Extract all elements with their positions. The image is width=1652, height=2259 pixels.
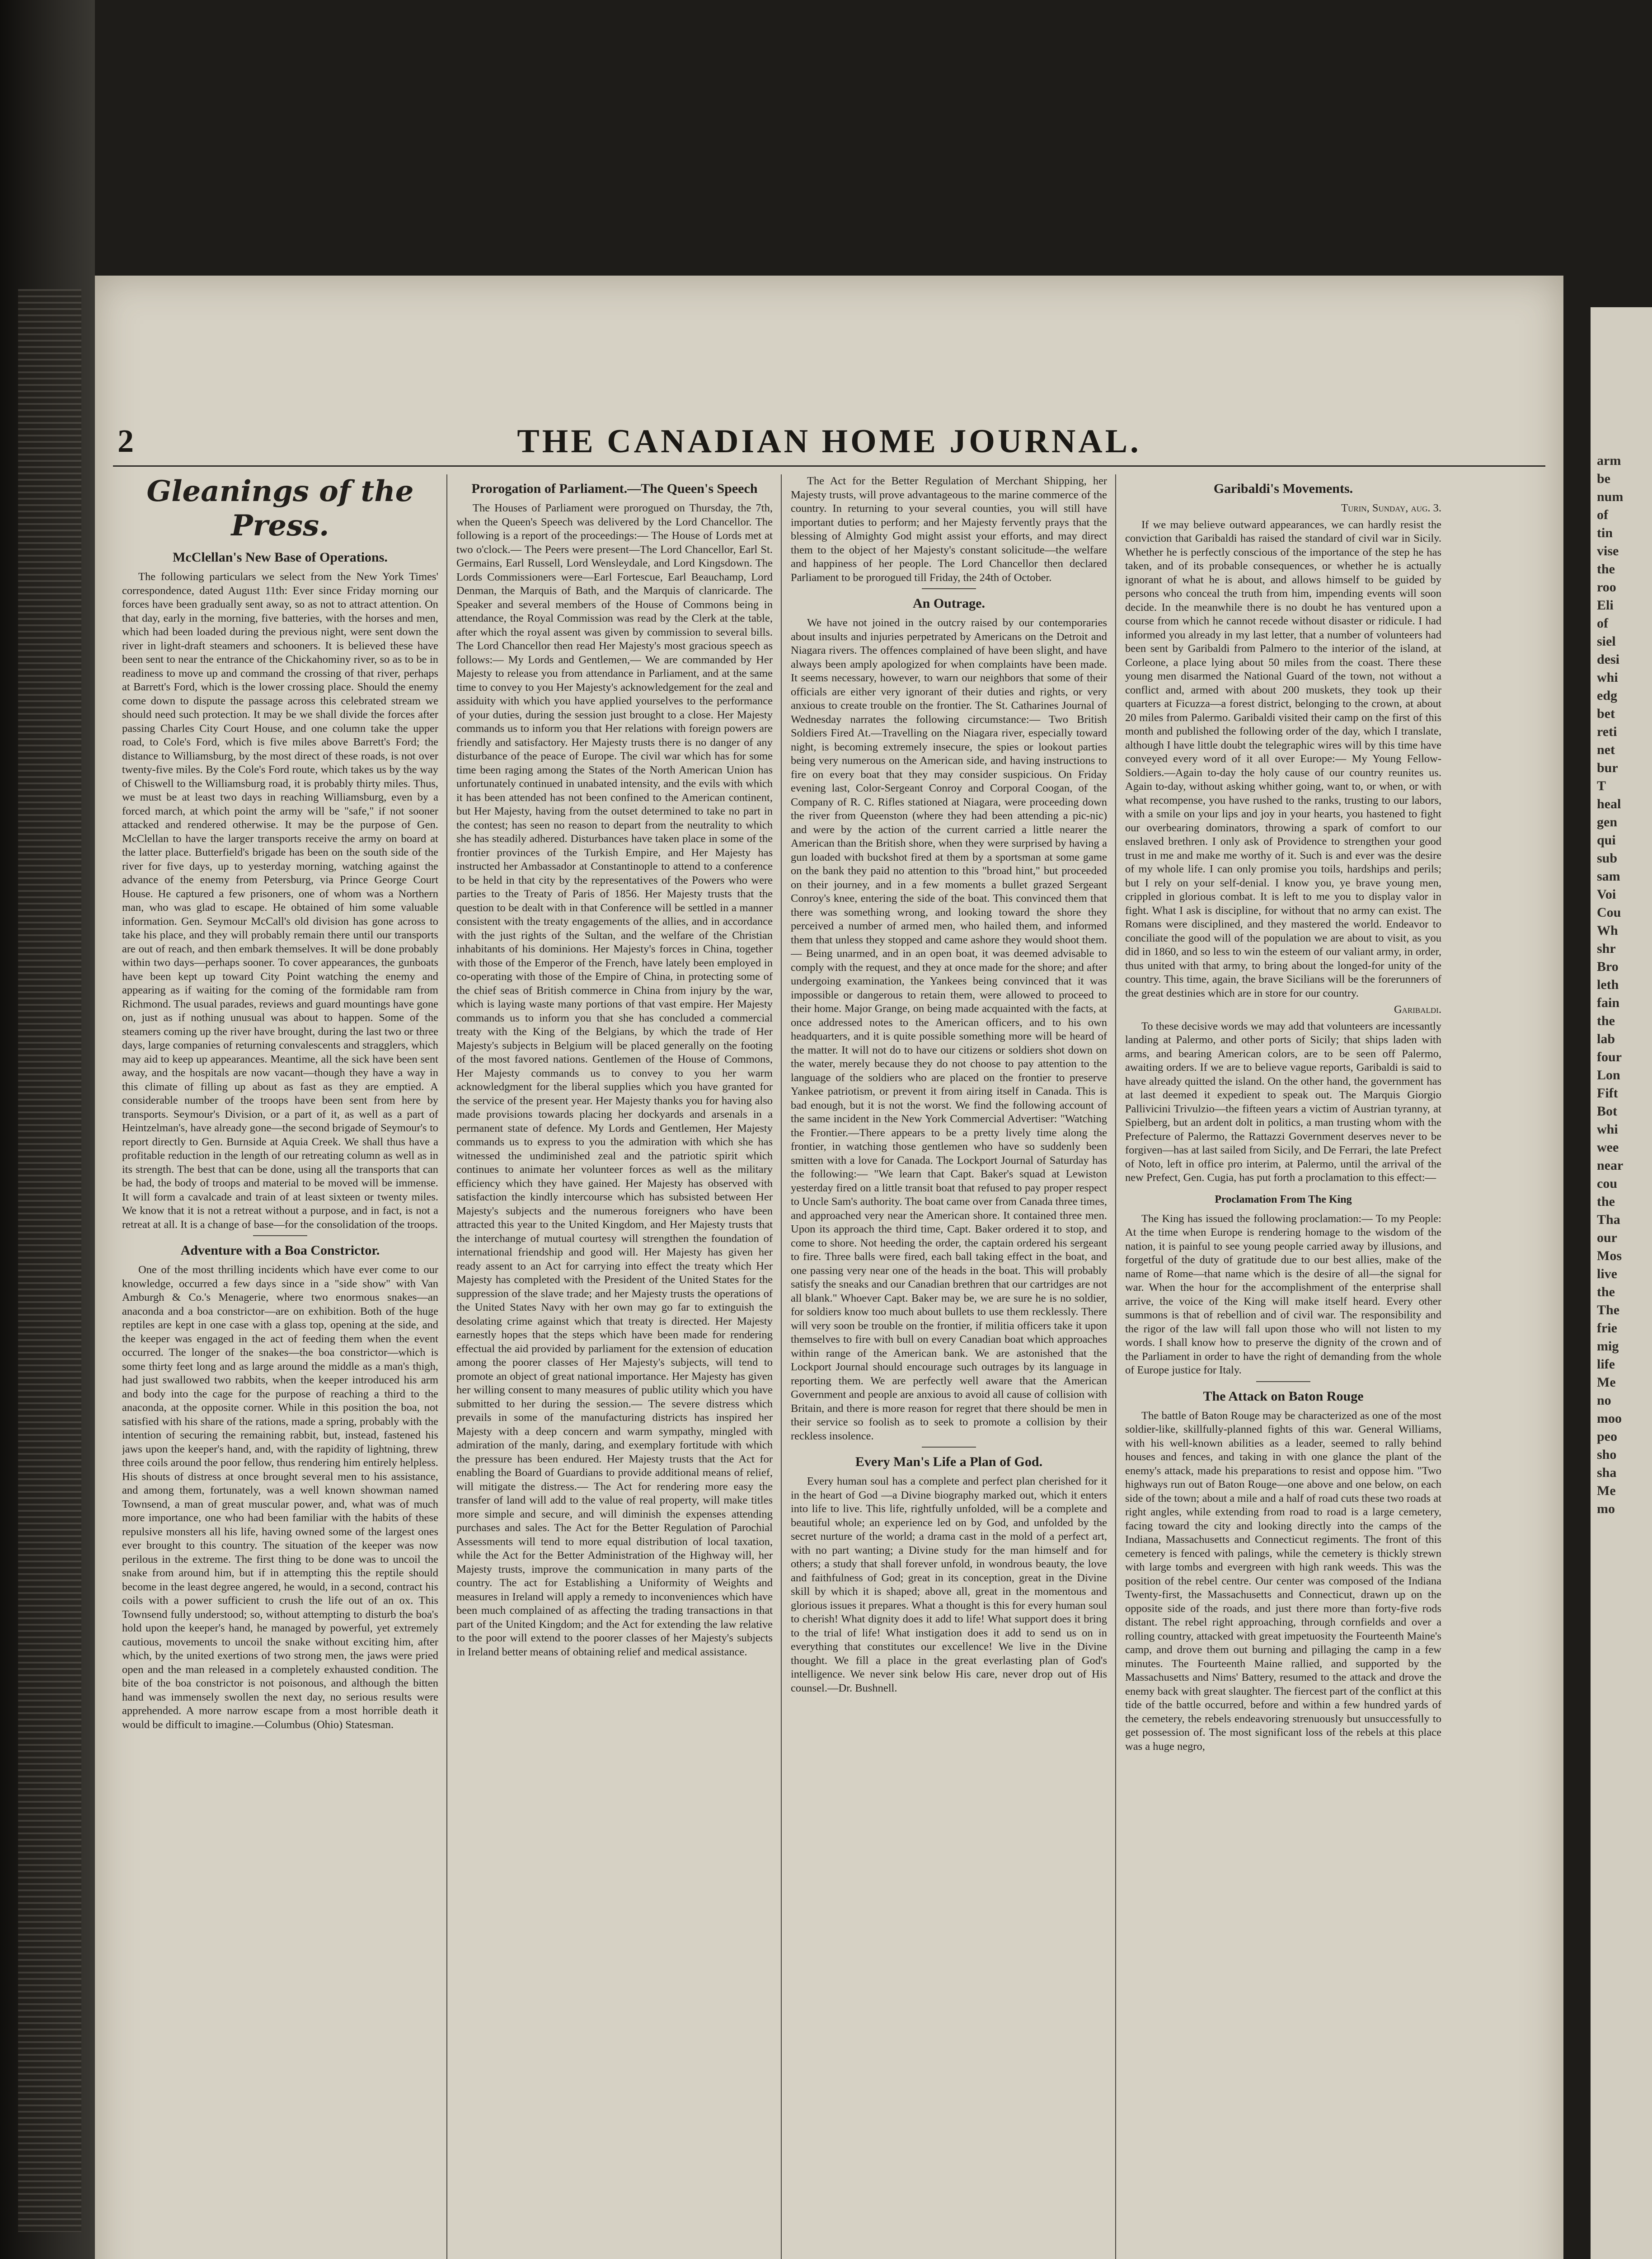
journal-title: THE CANADIAN HOME JOURNAL. [517, 423, 1141, 460]
masthead-rule [113, 465, 1545, 467]
column-2 [456, 474, 773, 2259]
article-body: If we may believe outward appearances, we can hardly resist the conviction that Garibaldi has raised the standard of civil war in Sicily. Whether he is perfectly conscious of the importance of the step he has taken, and of its probable consequences, or whether he is actually ignorant of what he is about, and allows himself to be guided by persons who conceal the truth from him, impending events will soon decide. In the meanwhile there is no doubt he has ventured upon a course from which he cannot recede without disaster or ridicule. I had informed you already in my last letter, that a number of volunteers had been sent by Garibaldi from Palmero to the interior of the island, at Corleone, a place lying about 50 miles from the coast. There these young men disarmed the National Guard of the town, not without a conflict and, armed with about 200 muskets, they took up their quarters at Ficuzza—a forest district, belonging to the crown, at about 20 miles from Palermo. Garibaldi visited their camp on the first of this month and published the following order of the day, which I translate, although I have little doubt the telegraphic wires will by this time have conveyed every word of it all over Europe:— My Young Fellow-Soldiers.—Again to-day the holy cause of our country reunites us. Again to-day, without asking whither going, want to, or when, or with what recompense, you have rushed to the ranks, trusting to our labors, with a smile on your lips and joy in your hearts, you hastened to fight our overbearing dominators, throwing a spark of comfort to our enslaved brethren. I only ask of Providence to strengthen your good trust in me and make me worthy of it. Such is and ever was the desire of my whole life. I can only promise you toils, hardships and perils; but I rely on your self-denial. I know you, ye brave young men, crippled in glorious combat. It is left to me you to display valor in fight. What I ask is discipline, for without that no army can exist. The Romans were disciplined, and they mastered the world. Endeavor to conciliate the good will of the population we are about to visit, as you did in 1860, and so less to win the esteem of our valiant army, in order, thus united with that army, to bring about the longed-for unity of the country. This time, again, the brave Sicilians will be the forerunners of the great destinies which are in store for our country. [1125, 518, 1441, 999]
proclamation-heading: Proclamation From The King [1215, 1193, 1352, 1205]
divider [922, 1447, 976, 1448]
article-heading: Garibaldi's Movements. [1213, 481, 1353, 496]
column-1 [122, 474, 438, 2259]
book-binding [0, 0, 95, 2259]
masthead [95, 422, 1563, 463]
column-rule [781, 474, 782, 2259]
divider [1256, 1381, 1310, 1382]
article-heading: Every Man's Life a Plan of God. [855, 1454, 1043, 1469]
divider [922, 588, 976, 589]
scan-ruler [18, 289, 81, 2232]
article-heading: An Outrage. [913, 596, 985, 611]
section-title: Gleanings of the Press. [146, 474, 414, 543]
article-body: The King has issued the following proclamation:— To my People: At the time when Europe is rendering homage to the wisdom of the nation, it is painful to see young people carried away by illusions, and forgetful of the duty of gratitude due to our best allies, make of the name of Rome—that name which is the desire of all—the signal for war. When the hour for the accomplishment of the enterprise shall arrive, the voice of the King will make itself heard. Every other summons is that of rebellion and of civil war. The responsibility and the rigor of the law will fall upon those who will not listen to my words. I shall know how to preserve the dignity of the crown and of the Parliament in order to have the right of demanding from the whole of Europe justice for Italy. [1125, 1212, 1441, 1376]
column-4 [1125, 474, 1441, 2259]
article-body: The following particulars we select from the New York Times' correspondence, dated August 11th: Ever since Friday morning our forces have been gradually sent away, so as not to attract attention. On that day, early in the morning, five batteries, with the horses and men, which had been loaded during the previous night, were sent down the river in light-draft steamers and schooners. It is believed these have been sent to near the entrance of the Chickahominy river, so as to be in readiness to move up and command the crossing of that river, perhaps at Barrett's Ford, which is the lower crossing place. Should the enemy come down to dispute the passage across this celebrated stream we should need such protection. It may be we shall divide the forces after passing Charles City Court House, and one column take the upper road, to Cole's Ford, which is five miles above Barrett's Ford; the distance to Williamsburg, by the most direct of these roads, is not over twenty-five miles. By the Cole's Ford route, which takes us by the way of Chiswell to the Williamsburg road, it is probably thirty miles. Thus, we must be at least two days in reaching Williamsburg, even by a forced march, at which point the army will be "safe," if not sooner attacked and rendered otherwise. It may be the purpose of Gen. McClellan to have the larger transports receive the army on board at the latter place. Butterfield's brigade has been on the south side of the river for five days, up to yesterday morning, watching against the advance of the enemy from Petersburg, via Prince George Court House. He captured a few prisoners, one of whom was a Northern man, who was glad to escape. He obtained of him some valuable information. Gen. Seymour McCall's old division has gone across to take his place, and they will probably remain there until our transports are out of reach, and then embark themselves. It will be done probably within two days—perhaps sooner. To cover appearances, the gunboats have been kept up toward City Point watching the enemy and appearing as if waiting for the coming of the formidable ram from Richmond. The usual parades, reviews and guard mountings have gone on, just as if nothing unusual was about to happen. Some of the steamers coming up the river have brought, during the last two or three days, large companies of returning convalescents and stragglers, which may aid to keep up appearances. Meantime, all the sick have been sent away, and the hospitals are now vacant—though they have a way in this climate of filling up about as fast as they are emptied. A considerable number of the troops have been sent from here by transports. Seymour's Division, or a part of it, as well as a part of Heintzelman's, have already gone—the second brigade of Seymour's to report directly to Gen. Burnside at Aquia Creek. We shall thus have a profitable reduction in the length of our retreating column as well as in its strength. The best that can be done, using all the transports that can be had, the body of troops and material to be moved will be immense. It will form a cavalcade and train of at least sixteen or twenty miles. We know that it is not a retreat without a purpose, and in fact, is not a retreat at all. It is a change of base—for the consolidation of the troops. [122, 571, 438, 1231]
column-rule [446, 474, 447, 2259]
article-body: We have not joined in the outcry raised by our contemporaries about insults and injuries perpetrated by Americans on the Detroit and Niagara rivers. The offences complained of have been slight, and have always been amply apologized for when complaints have been made. It seems necessary, however, to warn our neighbors that some of their officials are either very ignorant of their duties and rights, or very anxious to create trouble on the frontier. The St. Catharines Journal of Wednesday narrates the following circumstance:— Two British Soldiers Fired At.—Travelling on the Niagara river, especially toward night, is becoming extremely insecure, the spies or lookout parties being very numerous on the American side, and having instructions to fire on every boat that they may consider suspicious. On Friday evening last, Color-Sergeant Conroy and Corporal Coogan, of the Company of R. C. Rifles stationed at Niagara, were proceeding down the river from Queenston (where they had been attending a pic-nic) and were by the action of the current carried a little nearer the American than the British shore, when they were surprised by having a gun loaded with buckshot fired at them by a sportsman at some game on the bank they paid no attention to this "broad hint," but proceeded on their journey, and in a few moments a bullet grazed Sergeant Conroy's knee, entering the side of the boat. This convinced them that there was something wrong, and looking toward the shore they perceived a number of armed men, who hailed them, and informed them that unless they stopped and came ashore they would shoot them.— Being unarmed, and in an open boat, it was deemed advisable to comply with the request, and they at once made for the shore; and after undergoing examination, the Yankees being convinced that it was impossible or dangerous to retain them, were allowed to proceed to their home. Major Grange, on being made acquainted with the facts, at once addressed notes to the American officers, and to his own headquarters, and it is quite possible something more will be heard of the matter. It will not do to have our citizens or soldiers shot down on the water, merely because they do not choose to pay attention to the language of the soldiers who are placed on the frontier to preserve Yankee patriotism, or prevent it from airing itself in Canada. This is bad enough, but it is not the worst. We find the following account of the same incident in the New York Commercial Advertiser: "Watching the Frontier.—There appears to be a pretty lively time along the frontier, in watching those gentlemen who have so suddenly been smitten with a love for Canada. The Lockport Journal of Saturday has the following:— "We learn that Capt. Baker's squad at Lewiston yesterday fired on a little transit boat that refused to pay proper respect to Uncle Sam's authority. The boat came over from Canada three times, and approached very near the American shore. It contained three men. Upon its approach the third time, Capt. Baker ordered it to stop, and come to shore. Not heeding the order, the captain ordered his sergeant to fire. Three balls were fired, each ball taking effect in the boat, and one passing very near one of the heads in the boat. This will probably satisfy the sneaks and our Canadian brethren that our cartridges are not all blank." Whoever Capt. Baker may be, we are sure he is no soldier, for soldiers know too much about bullets to use them recklessly. There will very soon be trouble on the frontier, if militia officers take it upon themselves to fire with bull on every Canadian boat which approaches within range of the American bank. We are astonished that the Lockport Journal should encourage such outrages by its language in reporting them. We are perfectly well aware that the American Government and people are anxious to avoid all cause of collision with Britain, and there is more reason for regret that there should be men in their service so foolish as to seek to promote a collision by their reckless insolence. [791, 617, 1107, 1442]
dateline: Turin, Sunday, aug. 3. [1341, 502, 1441, 514]
article-heading: McClellan's New Base of Operations. [173, 550, 388, 565]
article-body: The Houses of Parliament were prorogued on Thursday, the 7th, when the Queen's Speech was delivered by the Lord Chancellor. The following is a report of the proceedings:— The House of Lords met at two o'clock.— The Peers were present—The Lord Chancellor, Earl St. Germains, Earl Russell, Lord Wensleydale, and Lord Kingsdown. The Lords Commissioners were—Earl Fortescue, Earl Beauchamp, Lord Denman, the Marquis of Bath, and the Marquis of clanricarde. The Speaker and several members of the House of Commons being in attendance, the Royal Commission was read by the Clerk at the table, after which the royal assent was given by commission to several bills. The Lord Chancellor then read Her Majesty's most gracious speech as follows:— My Lords and Gentlemen,— We are commanded by Her Majesty to release you from attendance in Parliament, and at the same time to convey to you Her Majesty's acknowledgement for the zeal and assiduity with which you have applied yourselves to the performance of your duties, during the session just brought to a close. Her Majesty commands us to inform you that Her relations with foreign powers are friendly and satisfactory. Her Majesty trusts there is no danger of any disturbance of the peace of Europe. The civil war which has for some time been raging among the States of the North American Union has unfortunately continued in unabated intensity, and the evils with which it has been attended has not been confined to the American continent, but Her Majesty, having from the outset determined to take no part in the contest; has seen no reason to depart from the neutrality to which she has steadily adhered. Disturbances have taken place in some of the frontier provinces of the Turkish Empire, and Her Majesty has instructed her Ambassador at Constantinople to attend to a conference to be held in that city by the representatives of the Powers who were parties to the Treaty of Paris of 1856. Her Majesty trusts that the question to be dealt with in that Conference will be settled in a manner consistent with the treaty engagements of the allies, and in accordance with the just rights of the Sultan, and the welfare of the Christian inhabitants of his dominions. Her Majesty's forces in China, together with those of the Emperor of the French, have lately been employed in co-operating with those of the Empire of China, in protecting some of the chief seas of British commerce in China from injury by the war, which is laying waste many portions of that vast empire. Her Majesty commands us to inform you that she has concluded a commercial treaty with the King of the Belgians, by which the trade of Her Majesty's subjects in Belgium will be placed generally on the footing of the most favored nations. Gentlemen of the House of Commons, Her Majesty commands us to convey to you her warm acknowledgment for the liberal supplies which you have granted for the service of the present year. Her Majesty thanks you for having also made provisions towards placing her dockyards and arsenals in a permanent state of defence. My Lords and Gentlemen, Her Majesty commands us to express to you the admiration with which she has witnessed the undiminished zeal and the patriotic spirit which continues to animate her volunteer forces as well as the military efficiency which they have gained. Her Majesty has observed with satisfaction the kindly intercourse which has subsisted between Her Majesty's subjects and the numerous foreigners who have been attracted this year to the United Kingdom, and Her Majesty trusts that the interchange of mutual courtesy will strengthen the foundation of international friendship and good will. Her Majesty has given her ready assent to an Act for carrying into effect the treaty which Her Majesty has completed with the President of the United States for the suppression of the slave trade; and her Majesty trusts the operations of the United States Navy with her own may go far to extinguish the desolating crime against which that treaty is directed. Her Majesty earnestly hopes that the steps which have been made for rendering effectual the aid provided by parliament for the extension of education among the poorer classes of Her Majesty's subjects, will tend to promote an object of great national importance. Her Majesty has given her willing consent to many measures of public utility which you have submitted to her during the session.— The severe distress which prevails in some of the manufacturing districts has inspired her Majesty with a deep concern and warm sympathy, mingled with admiration of the manly, daring, and exemplary fortitude with which the pressure has been endured. Her Majesty trusts that the Act for enabling the Board of Guardians to provide additional means of relief, will mitigate the distress.— The Act for rendering more easy the transfer of land will add to the value of real property, will make titles more simple and secure, and will diminish the expenses attending purchases and sales. The Act for the Better Regulation of Parochial Assessments will tend to more equal distribution of local taxation, while the Act for the Better Administration of the Highway will, her Majesty trusts, improve the communication in many parts of the country. The act for Establishing a Uniformity of Weights and measures in Ireland will apply a remedy to inconveniences which have been much complained of as affecting the trading transactions in that part of the United Kingdom; and the Act for extending the law relative to the poor will extend to the poorer classes of her Majesty's subjects in Ireland better means of obtaining relief and medical assistance. [456, 502, 773, 1658]
article-heading: The Attack on Baton Rouge [1203, 1388, 1364, 1404]
article-body: Every human soul has a complete and perfect plan cherished for it in the heart of God —a Divine biography marked out, which it enters into life to live. This life, rightfully unfolded, will be a complete and beautiful whole; an experience led on by God, and unfolded by the secret nurture of the world; a drama cast in the mold of a perfect art, with no part wanting; a Divine study for the man himself and for others; a study that shall forever unfold, in wondrous beauty, the love and faithfulness of God; great in its conception, great in the Divine skill by which it is shaped; above all, great in the momentous and glorious issues it prepares. What a thought is this for every human soul to cherish! What dignity does it add to life! What support does it bring to the trial of life! What instigation does it add to send us on in everything that constitutes our excellence! We live in the Divine thought. We fill a place in the great everlasting plan of God's intelligence. We never sink below His care, never drop out of His counsel.—Dr. Bushnell. [791, 1475, 1107, 1694]
article-body: One of the most thrilling incidents which have ever come to our knowledge, occurred a few days since in a "side show" with Van Amburgh & Co.'s Menagerie, where two enormous snakes—an anaconda and a boa constrictor—are on exhibition. Both of the huge reptiles are kept in one case with a glass top, opening at the side, and the keeper was engaged in the act of feeding them when the event occurred. The longer of the snakes—the boa constrictor—which is some thirty feet long and as large around the middle as a man's thigh, had just swallowed two rabbits, when the keeper introduced his arm and body into the cage for the purpose of reaching a third to the anaconda, at the opposite corner. While in this position the boa, not satisfied with his share of the rations, made a spring, probably with the intention of securing the remaining rabbit, but, instead, fastened his jaws upon the keeper's hand, and, with the rapidity of lightning, threw three coils around the poor fellow, thus rendering him entirely helpless. His shouts of distress at once brought several men to his assistance, and among them, fortunately, was a well known showman named Townsend, a man of great muscular power, and, what was of much more importance, one who had been familiar with the habits of these repulsive monsters all his life, having owned some of the largest ones ever brought to this country. The situation of the keeper was now perilous in the extreme. The first thing to be done was to uncoil the snake from around him, but if in attempting this the reptile should become in the least degree angered, he would, in a second, contract his coils with a power sufficient to crush the life out of an ox. This Townsend fully understood; so, without attempting to disturb the boa's hold upon the keeper's hand, he managed by powerful, yet extremely cautious, movements to uncoil the snake without exciting him, after which, by the united exertions of two strong men, the jaws were pried open and the man released in a completely exhausted condition. The bite of the boa constrictor is not poisonous, and although the bitten hand was immensely swollen the next day, no serious results were apprehended. A more narrow escape from a most horrible death it would be difficult to imagine.—Columbus (Ohio) Statesman. [122, 1264, 438, 1731]
signature: Garibaldi. [1394, 1003, 1441, 1016]
page-number: 2 [117, 423, 134, 459]
facing-page-text: arm be num of tin vise the roo Eli of siel desi whi edg bet reti net bur T heal gen qui sub sam Voi Cou Wh shr Bro leth fain the lab four Lon Fift Bot whi wee near cou the Tha our Mos live the The frie mig life Me no moo peo sho sha Me mo [1597, 453, 1624, 1516]
column-3 [791, 474, 1107, 2259]
article-body: The Act for the Better Regulation of Merchant Shipping, her Majesty trusts, will prove advantageous to the marine commerce of the country. In returning to your several counties, you will still have important duties to perform; and her Majesty fervently prays that the blessing of Almighty God might assist your efforts, and may direct them to the object of her Majesty's constant solicitude—the welfare and happiness of her people. The Lord Chancellor then declared Parliament to be prorogued till Friday, the 24th of October. [791, 475, 1107, 584]
column-rule [1115, 474, 1116, 2259]
article-body: The battle of Baton Rouge may be characterized as one of the most soldier-like, skillfully-planned fights of this war. General Williams, with his well-known abilities as a leader, seemed to rally behind houses and fences, and taking in with one glance the plant of the enemy's attack, made his preparations to resist and oppose him. "Two highways run out of Baton Rouge—one above and one below, on each side of the town; about a mile and a half of road cuts these two roads at right angles, while extending from road to road is a large cemetery, facing toward the city and looking directly into the camps of the Indiana, Massachusetts and Connecticut regiments. The front of this cemetery is fenced with palings, while the cemetery is thickly strewn with large tombs and evergreen with high rank weeds. This was the position of the rebel centre. Our center was composed of the Indiana Twenty-first, the Massachusetts and Connecticut, drawn up on the opposite side of the roads, and just there more than forty-five rods distant. The rebel right approaching, through cornfields and over a rolling country, attacked with great impetuosity the Fourteenth Maine's camp, and drove them out burning and pillaging the camp in a few minutes. The Fourteenth Maine rallied, and supported by the Massachusetts and Nims' Battery, resumed to the attack and drove the enemy back with great slaughter. The fiercest part of the conflict at this tide of the battle occurred, before and within a few hundred yards of the cemetery, the rebels endeavoring strenuously but unsuccessfully to get possession of. The most significant loss of the rebels at this place was a huge negro, [1125, 1409, 1441, 1753]
article-heading: Prorogation of Parliament.—The Queen's Speech [471, 481, 758, 496]
article-heading: Adventure with a Boa Constrictor. [180, 1243, 380, 1258]
newspaper-page [95, 276, 1563, 2259]
facing-page-edge [1591, 307, 1652, 2259]
divider [253, 1235, 307, 1236]
article-body: To these decisive words we may add that volunteers are incessantly landing at Palermo, and other ports of Sicily; that ships laden with arms, and bearing American colors, are to be seen off Palermo, awaiting orders. If we are to believe vague reports, Garibaldi is said to have already quitted the island. On the other hand, the government has at last deemed it expedient to speak out. The Marquis Giorgio Pallivicini Trivulzio—the fifteen years a victim of Austrian tyranny, at Spielberg, but an ardent dolt in politics, a man trusting whom with the Prefecture of Palermo, the Rattazzi Government deserves never to be forgiven—has at last sailed from Sicily, and De Ferrari, the late Prefect of Noto, left in office pro interim, at Palermo, until the arrival of the new Prefect, Gen. Cugia, has put forth a proclamation to this effect:— [1125, 1020, 1441, 1184]
